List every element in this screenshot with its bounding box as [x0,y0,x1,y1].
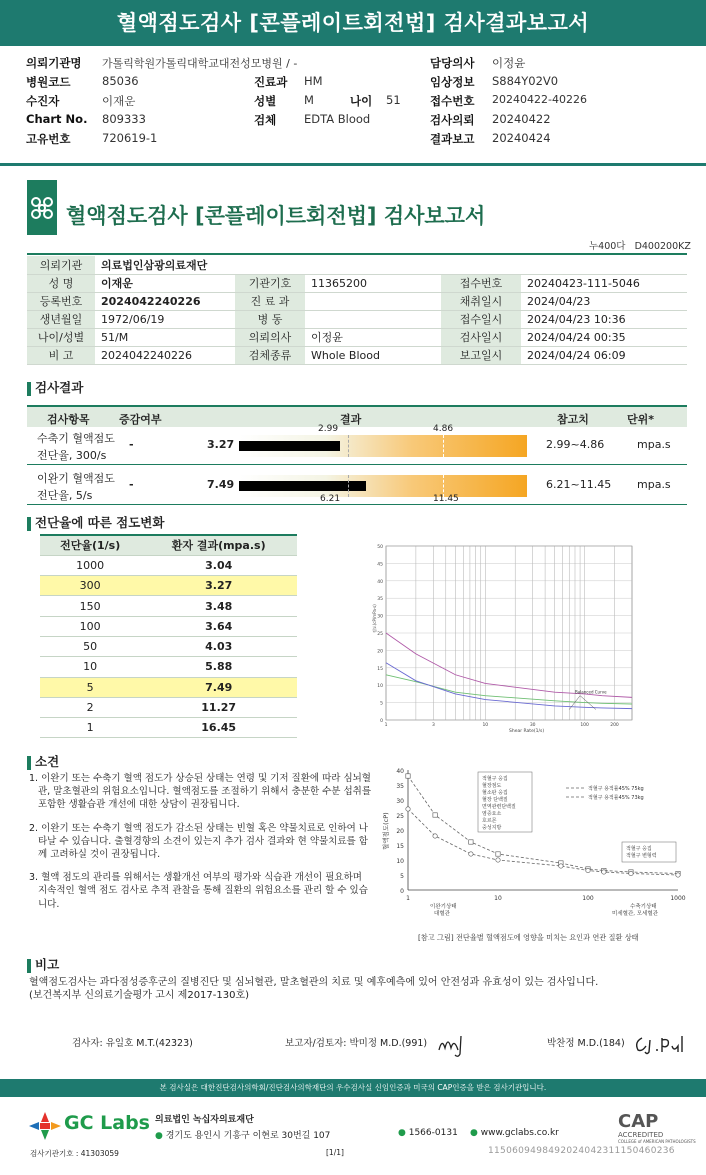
patient-cell: 나이/성별 [27,328,95,346]
chart2-ytick: 20 [396,828,404,835]
ref-low-label: 2.99 [318,424,339,434]
chart2-ytick: 15 [396,843,404,850]
ref-high-marker [443,435,444,457]
patient-cell: 2024042240226 [95,346,235,364]
shear-row [40,616,297,636]
chart2-caption: [참고 그림] 전단율별 혈액점도에 영향을 미치는 요인과 연관 질환 상태 [418,933,639,942]
recipient-value: 이재운 [102,94,136,108]
globe-icon: ● [470,1128,478,1138]
chart2-ytick: 10 [396,858,404,865]
chart1-xtick: 1 [384,723,388,728]
patient-cell: 이재운 [95,274,235,292]
gc-labs-logo-icon [27,1110,63,1142]
receipt-label: 접수번호 [430,94,475,108]
chart2-factor-label: 호르몬 [482,818,497,824]
location-icon: ● [155,1131,163,1141]
shear-value: 7.49 [140,677,297,697]
chart2-factor-label-2: 적혈구 변형력 [626,853,657,859]
shear-value: 3.64 [140,616,297,636]
patient-row [27,274,687,292]
chart1-ytick: 25 [377,632,383,637]
patient-row [27,328,687,346]
shear-rate: 150 [40,596,140,616]
patient-cell: Whole Blood [305,346,441,364]
chart2-point [406,774,410,778]
chart2-point [496,858,500,862]
shear-rate: 2 [40,697,140,717]
patient-cell: 20240423-111-5046 [521,274,687,292]
note-item: 2. 이완기 또는 수축기 혈액 점도가 감소된 상태는 빈혈 혹은 약물치료로 인하여 나타날 수 있습니다. 출혈경향의 소견이 있는지 추가 검사 결과와 현 약물치료를 함께 고려하실 것이 권장됩니다. [29,822,368,861]
chart1-ytick: 40 [377,579,383,585]
patient-row [27,292,687,310]
reference-figure-chart [378,760,694,950]
ref-low-marker [348,435,349,457]
clinical-value: S884Y02V0 [492,74,559,88]
shear-value: 16.45 [140,718,297,738]
chart1-ytick: 15 [377,666,383,672]
chart1-ytick: 45 [377,562,383,568]
ref-high-label: 4.86 [433,424,454,434]
patient-cell: 검사일시 [441,328,521,346]
result-name-2: 전단율, 5/s [37,489,93,502]
shear-rate: 100 [40,616,140,636]
shear-header-row [40,535,297,555]
chart2-point [469,840,473,844]
result-ref: 6.21~11.45 [546,478,612,491]
chart2-point [433,813,437,817]
result-value-bar [239,441,340,451]
sex-label: 성별 [254,94,277,108]
chart2-legend-label: 적혈구 용적률45% 73kg [588,795,644,801]
chart2-ytick: 0 [400,888,404,895]
patient-cell [441,256,521,274]
patient-table-topline [27,253,687,255]
result-row [27,467,687,505]
shear-value: 5.88 [140,657,297,677]
shear-value: 3.27 [140,576,297,596]
req-value: 20240422 [492,112,551,126]
report-code-1: 누400다 [589,241,626,252]
page-number: [1/1] [326,1148,344,1157]
remark-line-2: (보건복지부 신의료기술평가 고시 제2017-130호) [29,990,250,1001]
receipt-value: 20240422-40226 [492,93,587,106]
patient-cell: 이정윤 [305,328,441,346]
client-label: 의뢰기관명 [26,56,82,70]
results-header [27,405,687,427]
shear-value: 3.04 [140,555,297,575]
report-header-title: 혈액점도검사 [콘플레이트회전법] 검사결과보고서 [0,0,706,46]
chart1-xtick: 3 [431,723,435,728]
report-code-2: D400200KZ [634,241,691,252]
chart1-xtick: 200 [610,723,619,728]
chart2-point [433,834,437,838]
shear-row [40,657,297,677]
col-unit: 단위* [627,413,655,426]
patient-row [27,256,687,274]
patient-cell: 2024/04/24 00:35 [521,328,687,346]
col-ref: 참고치 [557,413,589,426]
specimen-label: 검체 [254,113,277,127]
note-item: 3. 혈액 점도의 관리를 위해서는 생활개선 여부의 평가와 식습관 개선이 필요하며 지속적인 혈액 점도 검사로 추적 관찰을 통해 질환의 위험요소를 관리 할 수 있습니다. [29,872,368,910]
handwritten-signature-2 [632,1032,688,1056]
patient-cell: 보고일시 [441,346,521,364]
result-value: 7.49 [207,478,235,491]
chart2-factor-label-2: 적혈구 응집 [626,846,652,852]
chart1-ytick: 30 [377,614,383,620]
chart2-x-left-2: 대혈관 [434,911,450,917]
brand-name: GC Labs [64,1112,150,1134]
chart2-point [629,871,633,875]
patient-cell: 성 명 [27,274,95,292]
chart2-ytick: 40 [396,768,404,775]
doctor-value: 이정윤 [492,56,526,70]
patient-cell: 검체종류 [235,346,305,364]
shear-section-label: 전단율에 따른 점도변화 [35,515,165,530]
shear-value: 11.27 [140,697,297,717]
cap-accredited: ACCREDITED [618,1131,664,1139]
address-text: 경기도 용인시 기흥구 이현로 30번길 107 [165,1131,331,1141]
org-name: 의료법인 녹십자의료재단 [155,1115,254,1125]
patient-cell: 1972/06/19 [95,310,235,328]
results-section-title [27,378,83,396]
chart2-factor-label: 혈장점도 [482,783,502,789]
patient-cell: 등록번호 [27,292,95,310]
patient-cell [305,310,441,328]
patient-row [27,346,687,364]
chart2-point [676,873,680,877]
chart1-ytick: 10 [377,684,383,690]
patient-cell: 접수번호 [441,274,521,292]
patient-table [27,256,687,365]
chart2-ytick: 25 [396,813,404,820]
result-name-1: 수축기 혈액점도 [37,432,115,445]
hospital-code-label: 병원코드 [26,75,71,89]
specimen-value: EDTA Blood [304,112,371,126]
uid-value: 720619-1 [102,131,158,145]
shear-rate: 1000 [40,555,140,575]
shear-row [40,576,297,596]
patient-cell: 51/M [95,328,235,346]
chart1-ylabel: 점도(cP/mPa·s) [372,604,377,633]
shear-row [40,636,297,656]
patient-cell [305,256,441,274]
patient-cell: 접수일시 [441,310,521,328]
ref-low-marker [348,475,349,497]
report-title: 혈액점도검사 [콘플레이트회전법] 검사보고서 [66,204,486,228]
chart1-xlabel: Shear Rate(1/s) [509,729,545,734]
report-code [589,238,691,252]
chart1-ytick: 35 [377,597,383,603]
patient-cell: 2024/04/23 [521,292,687,310]
header-divider [0,163,706,166]
shear-section-title [27,513,164,531]
result-value: 3.27 [207,438,235,451]
shear-rate: 300 [40,576,140,596]
chart1-xtick: 100 [580,723,589,728]
result-flag: - [129,478,134,491]
shear-rate: 10 [40,657,140,677]
shear-table [40,534,297,738]
client-value: 가톨릭학원가톨릭대학교대전성모병원 / - [102,57,298,70]
chart2-factor-label: 염증요소 [482,811,502,817]
patient-cell: 11365200 [305,274,441,292]
chart2-point [496,852,500,856]
chart1-ytick: 50 [377,545,383,550]
results-section-label: 검사결과 [35,380,84,395]
report-date-value: 20240424 [492,131,551,145]
director-signature: 박찬정 M.D.(184) [547,1038,625,1049]
patient-cell: 의뢰의사 [235,328,305,346]
chart2-factor-label: 중성지방 [482,825,502,831]
patient-cell: 2024/04/23 10:36 [521,310,687,328]
patient-cell: 채취일시 [441,292,521,310]
hospital-code-value: 85036 [102,74,139,88]
chart2-xtick: 1000 [670,895,686,902]
chart1-ytick: 5 [380,701,383,707]
chart2-factor-label: 혈소판 응집 [482,790,508,796]
result-name-1: 이완기 혈액점도 [37,472,115,485]
chart2-point [406,807,410,811]
chart2-legend-box-2 [622,842,676,862]
notes-list [29,772,374,921]
req-label: 검사의뢰 [430,113,475,127]
shear-row [40,718,297,738]
website-text: www.gclabs.co.kr [480,1128,559,1138]
clover-icon [27,180,57,235]
report-date-label: 결과보고 [430,132,475,146]
chart2-factor-label: 혈장 단백질 [482,797,508,803]
chart-label: Chart No. [26,112,88,126]
cap-college: COLLEGE of AMERICAN PATHOLOGISTS [618,1139,696,1144]
shear-rate: 1 [40,718,140,738]
col-item: 검사항목 [47,413,90,426]
patient-cell: 의뢰기관 [27,256,95,274]
shear-row [40,555,297,575]
chart2-ytick: 5 [400,873,404,880]
chart2-ytick: 35 [396,783,404,790]
phone-text: 1566-0131 [408,1128,458,1138]
patient-cell [521,256,687,274]
remark-text [29,976,689,1002]
patient-row [27,310,687,328]
address [155,1128,330,1141]
cap-logo: CAP [618,1111,659,1132]
shear-value: 3.48 [140,596,297,616]
chart2-ytick: 30 [396,798,404,805]
website-link[interactable] [470,1128,559,1138]
ref-high-label: 11.45 [433,494,459,504]
notes-section-label: 소견 [35,754,60,769]
tester-signature: 검사자: 유일호 M.T.(42323) [72,1038,193,1049]
dept-label: 진료과 [254,75,288,89]
patient-info-block [26,55,696,155]
chart2-point [469,852,473,856]
shear-col-result: 환자 결과(mpa.s) [140,535,297,555]
result-row [27,424,687,465]
result-ref: 2.99~4.86 [546,438,605,451]
shear-rate: 50 [40,636,140,656]
chart1-xtick: 10 [482,723,489,728]
chart2-point [586,868,590,872]
chart2-factor-label: 면역관련단백질 [482,804,516,810]
shear-col-rate: 전단율(1/s) [40,535,140,555]
phone-icon: ● [398,1128,406,1138]
chart2-x-right-2: 미세혈관, 모세혈관 [612,911,659,917]
reporter-signature: 보고자/검토자: 박미정 M.D.(991) [285,1038,428,1049]
age-label: 나이 [350,94,373,108]
remark-line-1: 혈액점도검사는 과다점성증후군의 질병진단 및 심뇌혈관, 말초혈관의 치료 및 예후예측에 있어 안전성과 유효성이 있는 검사입니다. [29,977,599,988]
chart1-ytick: 0 [380,719,383,724]
note-item: 1. 이완기 또는 수축기 혈액 점도가 상승된 상태는 연령 및 기저 질환에 따라 심뇌혈관, 말초혈관의 위험요소입니다. 혈액점도를 조절하기 위해서 충분한 수분 섭취를 포함한 생활습관 개선에 대한 상담이 권장됩니다. [29,773,372,811]
patient-cell: 의료법인삼광의료재단 [95,256,235,274]
notes-section-title [27,752,59,770]
chart1-xtick: 30 [529,723,536,728]
ref-low-label: 6.21 [320,494,341,504]
barcode-number: 115060949849202404231115046​0236 [488,1146,675,1156]
patient-cell [305,292,441,310]
clinical-label: 임상정보 [430,75,475,89]
patient-cell: 생년월일 [27,310,95,328]
doctor-label: 담당의사 [430,56,475,70]
chart-value: 809333 [102,112,146,126]
result-unit: mpa.s [637,438,671,451]
result-name-2: 전단율, 300/s [37,449,107,462]
chart2-xtick: 100 [582,895,594,902]
report-logo [27,180,57,235]
age-value: 51 [386,93,401,107]
col-result: 결과 [340,413,362,426]
patient-cell [235,256,305,274]
chart1-ytick: 20 [377,649,383,655]
patient-cell: 2024/04/24 06:09 [521,346,687,364]
patient-cell: 비 고 [27,346,95,364]
chart2-point [602,870,606,874]
shear-row [40,596,297,616]
shear-value: 4.03 [140,636,297,656]
recipient-label: 수진자 [26,94,60,108]
certification-banner: 본 검사실은 대한진단검사의학회/진단검사의학재단의 우수검사실 신임인증과 미국의 CAP인증을 받은 검사기관입니다. [0,1079,706,1097]
shear-row [40,677,297,697]
uid-label: 고유번호 [26,132,71,146]
result-value-bar [239,481,366,491]
patient-cell: 병 동 [235,310,305,328]
shear-row [40,697,297,717]
result-unit: mpa.s [637,478,671,491]
handwritten-signature-1 [436,1030,470,1058]
chart2-xtick: 10 [494,895,502,902]
chart2-legend-label: 적혈구 용적률45% 75kg [588,786,644,792]
chart2-x-right: 수축기상태 [630,904,657,910]
chart1-annotation: Balanced Curve [574,689,607,695]
dept-value: HM [304,74,323,88]
org-number: 검사기관기호 : 41303059 [30,1149,119,1158]
patient-cell: 2024042240226 [95,292,235,310]
remark-section-title [27,955,59,973]
result-flag: - [129,438,134,451]
viscosity-curve-chart [372,540,662,740]
patient-cell: 기관기호 [235,274,305,292]
phone [398,1128,458,1138]
remark-section-label: 비고 [35,957,60,972]
chart2-xtick: 1 [406,895,410,902]
chart2-point [559,864,563,868]
sex-value: M [304,93,314,107]
shear-rate: 5 [40,677,140,697]
chart2-ylabel: 혈액점도(cP) [382,812,390,850]
chart2-factor-label: 적혈구 응집 [482,776,508,782]
patient-cell: 진 료 과 [235,292,305,310]
col-flag: 증감여부 [119,413,162,426]
chart2-x-left: 이완기상태 [430,904,457,910]
